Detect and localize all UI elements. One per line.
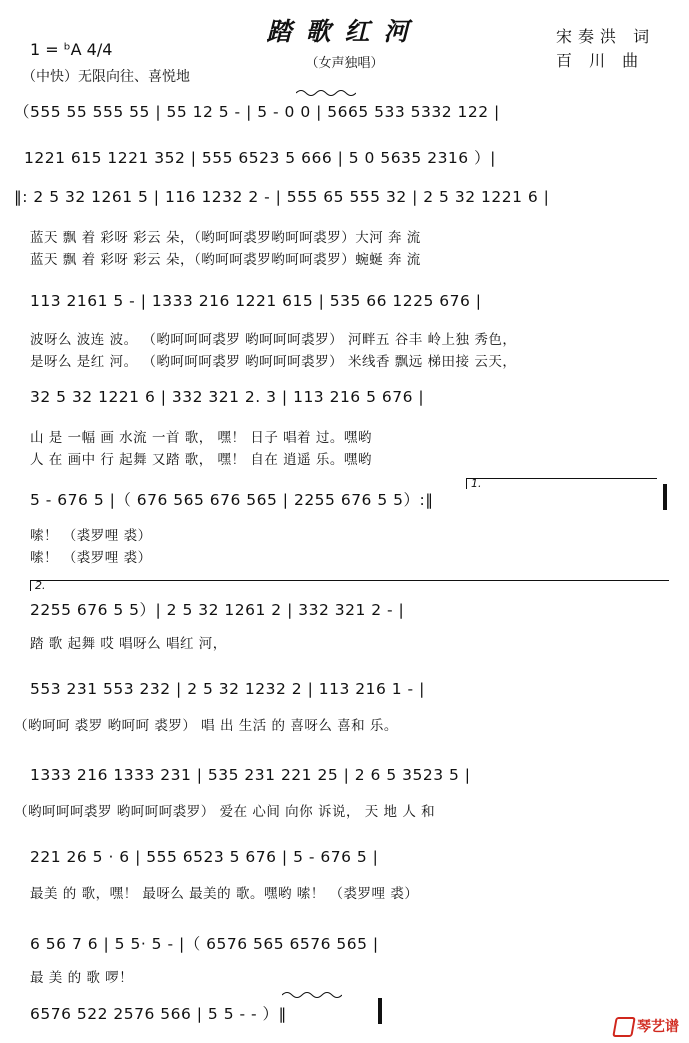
fermata-wave-1 — [296, 88, 356, 98]
score-row-6: 5 - 676 5 |（ 676 565 676 565 | 2255 676 5 5）:‖ — [30, 491, 434, 509]
lyric-row-9: （哟呵呵呵裘罗 哟呵呵呵裘罗） 爱在 心间 向你 诉说， 天 地 人 和 — [14, 804, 436, 820]
key-signature: 1 = ᵇA 4/4 — [30, 40, 113, 59]
lyric-row-11: 最 美 的 歌 啰！ — [30, 970, 134, 986]
lyric-row-10: 最美 的 歌，嘿！ 最呀么 最美的 歌。嘿哟 嗦！ （裘罗哩 裘） — [30, 886, 419, 902]
second-ending-bracket: 2. — [30, 580, 669, 591]
score-row-10: 221 26 5 · 6 | 555 6523 5 676 | 5 - 676 5 | — [30, 848, 379, 866]
score-row-7: 2255 676 5 5）| 2 5 32 1261 2 | 332 321 2 - | — [30, 601, 405, 619]
fermata-wave-2 — [282, 990, 342, 1000]
tempo-marking: （中快）无限向往、喜悦地 — [22, 69, 190, 85]
logo-icon — [612, 1017, 636, 1037]
lyric-row-6-verse-2: 嗦！ （裘罗哩 裘） — [30, 550, 152, 566]
site-logo: 琴艺谱 — [614, 1016, 679, 1037]
lyric-row-5-verse-2: 人 在 画中 行 起舞 又踏 歌， 嘿！ 自在 逍遥 乐。嘿哟 — [30, 452, 372, 468]
score-row-4: 113 2161 5 - | 1333 216 1221 615 | 535 66 1225 676 | — [30, 292, 482, 310]
song-title: 踏歌红河 — [266, 17, 423, 46]
lyric-row-8: （哟呵呵 裘罗 哟呵呵 裘罗） 唱 出 生活 的 喜呀么 喜和 乐。 — [14, 718, 398, 734]
repeat-end-barline — [663, 484, 667, 510]
lyric-row-4-verse-1: 波呀么 波连 波。 （哟呵呵呵裘罗 哟呵呵呵裘罗） 河畔五 谷丰 岭上独 秀色， — [30, 332, 517, 348]
score-row-12: 6576 522 2576 566 | 5 5 - - ）‖ — [30, 1005, 287, 1023]
score-row-11: 6 56 7 6 | 5 5· 5 - |（ 6576 565 6576 565 | — [30, 935, 379, 953]
lyric-row-3-verse-2: 蓝天 飘 着 彩呀 彩云 朵，（哟呵呵裘罗哟呵呵裘罗）蜿蜒 奔 流 — [30, 252, 421, 268]
lyric-row-7: 踏 歌 起舞 哎 唱呀么 唱红 河， — [30, 636, 227, 652]
lyric-row-6-verse-1: 嗦！ （裘罗哩 裘） — [30, 528, 152, 544]
lyric-row-5-verse-1: 山 是 一幅 画 水流 一首 歌， 嘿！ 日子 唱着 过。嘿哟 — [30, 430, 372, 446]
lyric-row-4-verse-2: 是呀么 是红 河。 （哟呵呵呵裘罗 哟呵呵呵裘罗） 米线香 飘远 梯田接 云天， — [30, 354, 517, 370]
composer-credit: 百 川 曲 — [556, 51, 645, 70]
song-subtitle: （女声独唱） — [305, 56, 384, 71]
final-barline — [378, 998, 382, 1024]
score-row-9: 1333 216 1333 231 | 535 231 221 25 | 2 6 5 3523 5 | — [30, 766, 471, 784]
first-ending-bracket: 1. — [466, 478, 657, 489]
score-row-3: ‖: 2 5 32 1261 5 | 116 1232 2 - | 555 65 555 32 | 2 5 32 1221 6 | — [14, 188, 550, 206]
lyric-row-3-verse-1: 蓝天 飘 着 彩呀 彩云 朵，（哟呵呵裘罗哟呵呵裘罗）大河 奔 流 — [30, 230, 421, 246]
score-row-2: 1221 615 1221 352 | 555 6523 5 666 | 5 0 5635 2316 ）| — [24, 149, 496, 167]
score-row-8: 553 231 553 232 | 2 5 32 1232 2 | 113 216 1 - | — [30, 680, 425, 698]
score-row-1: （555 55 555 55 | 55 12 5 - | 5 - 0 0 | 5665 533 5332 122 | — [14, 103, 500, 121]
lyricist-credit: 宋奏洪 词 — [556, 27, 656, 46]
score-row-5: 32 5 32 1221 6 | 332 321 2. 3 | 113 216 5 676 | — [30, 388, 425, 406]
